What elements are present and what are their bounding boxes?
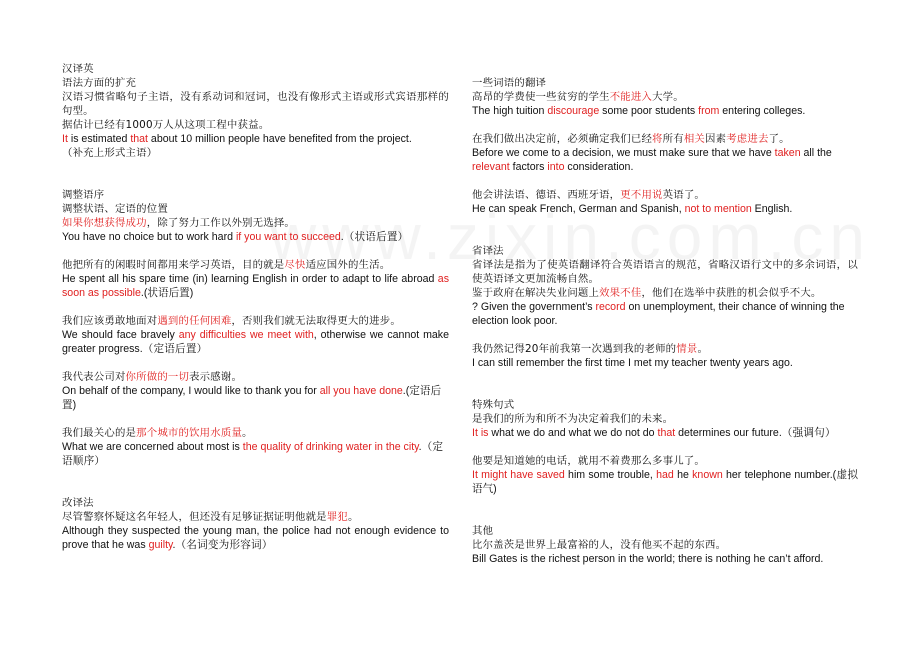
highlight: the quality of drinking water in the city [242, 441, 419, 453]
example-zh [472, 90, 858, 104]
highlight: 你所做的一切 [125, 371, 190, 383]
highlight: any difficulties we meet with [178, 329, 314, 341]
text: entering colleges. [719, 105, 806, 117]
text: is estimated [67, 133, 131, 145]
text: The high tuition [472, 105, 548, 117]
example-en [62, 384, 449, 412]
highlight: 那个城市的饮用水质量 [136, 427, 243, 439]
text: 。 [347, 511, 359, 523]
text: .(定语后置) [62, 385, 442, 411]
text: about 10 million people have benefited from the project. [147, 133, 412, 145]
text: He spent all his spare time (in) learning English in order to adapt to life abroad [62, 273, 438, 285]
text: all the [800, 147, 832, 159]
example-zh: 他要是知道她的电话，就用不着费那么多事儿了。 [472, 455, 705, 467]
example-zh [472, 342, 858, 356]
example-en [62, 524, 449, 552]
text: You have no choice but to work hard [62, 231, 236, 243]
example-zh [62, 258, 449, 272]
text: 他会讲法语、德语、西班牙语， [472, 189, 621, 201]
note: （定语后置） [142, 343, 208, 355]
highlight: discourage [547, 105, 600, 117]
highlight: that [657, 427, 676, 439]
example-en [62, 440, 449, 468]
example-zh [62, 426, 449, 440]
example-en [62, 230, 449, 244]
text: 在我们做出决定前，必须确定我们已经 [472, 133, 653, 145]
text: some poor students [599, 105, 699, 117]
example-zh: 据估计已经有1000万人从这项工程中获益。 [62, 119, 270, 131]
text: 适应国外的生活。 [305, 259, 391, 271]
text: . [172, 539, 176, 551]
text: consideration. [564, 161, 634, 173]
text: 。 [242, 427, 253, 439]
text: 了。 [768, 133, 790, 145]
highlight: known [692, 469, 723, 481]
text: ，除了努力工作以外别无选择。 [146, 217, 296, 229]
text: 大学。 [652, 91, 684, 103]
highlight: 尽快 [284, 259, 306, 271]
highlight: all you have done [319, 385, 403, 397]
example-zh [62, 370, 449, 384]
text: 我代表公司对 [62, 371, 126, 383]
highlight: that [130, 133, 148, 145]
highlight: 如果你想获得成功 [62, 217, 147, 229]
example-zh [62, 510, 449, 524]
text: He can speak French, German and Spanish, [472, 203, 685, 215]
example-en: Bill Gates is the richest person in the world; there is nothing he can’t afford. [472, 553, 824, 565]
doc-title: 汉译英 [62, 63, 94, 75]
text: he [673, 469, 693, 481]
example-en: I can still remember the first time I met my teacher twenty years ago. [472, 357, 793, 369]
highlight: from [698, 105, 720, 117]
omission-description: 省译法是指为了使英语翻译符合英语语言的规范，省略汉语行文中的多余词语，以使英语译文更加流畅自然。 [472, 259, 858, 285]
example-zh: 是我们的所为和所不为决定着我们的未来。 [472, 413, 674, 425]
example-en [472, 146, 858, 174]
text: , otherwise we cannot make greater progress. [62, 329, 449, 355]
text: 所有 [662, 133, 684, 145]
section-heading-omission: 省译法 [472, 245, 504, 257]
example-zh [472, 286, 858, 300]
text: what we do and what we do not do [488, 427, 658, 439]
text: him some trouble, [564, 469, 657, 481]
section-heading-words: 一些词语的翻译 [472, 77, 547, 89]
text: . [340, 231, 344, 243]
example-en [472, 468, 858, 496]
highlight: had [656, 469, 674, 481]
text: What we are concerned about most is [62, 441, 243, 453]
highlight: 考虑进去 [726, 133, 769, 145]
text: factors [509, 161, 548, 173]
highlight: 相关 [683, 133, 706, 145]
section-heading-conversion: 改译法 [62, 497, 94, 509]
text: 鉴于政府在解决失业问题上 [472, 287, 600, 299]
highlight: not to mention [684, 203, 752, 215]
note: （强调句） [781, 427, 836, 439]
example-en [472, 300, 858, 328]
highlight: 将 [652, 133, 663, 145]
grammar-description: 汉语习惯省略句子主语，没有系动词和冠词，也没有像形式主语或形式宾语那样的句型。 [62, 91, 449, 117]
text: On behalf of the company, I would like to thank you for [62, 385, 320, 397]
example-zh [472, 188, 858, 202]
highlight: relevant [472, 161, 510, 173]
text: Although they suspected the young man, the police had not enough evidence to prove that he was [62, 525, 449, 551]
highlight: record [595, 301, 626, 313]
example-note: （补充上形式主语） [62, 147, 158, 159]
highlight: It [62, 133, 68, 145]
note: （状语后置） [343, 231, 409, 243]
highlight: 情景 [676, 343, 698, 355]
highlight: as soon as possible [62, 273, 449, 299]
highlight: 更不用说 [620, 189, 663, 201]
text: 英语了。 [662, 189, 706, 201]
text: 我们最关心的是 [62, 427, 137, 439]
section-subheading: 调整状语、定语的位置 [62, 203, 168, 215]
highlight: 遇到的任何困难 [157, 315, 232, 327]
section-heading-grammar: 语法方面的扩充 [62, 77, 137, 89]
text: ? Given the government’s [472, 301, 596, 313]
example-en [472, 202, 858, 216]
text: on unemployment, their chance of winning the election look poor. [472, 301, 845, 327]
highlight: into [547, 161, 565, 173]
text: 尽管警察怀疑这名年轻人，但还没有足够证据证明他就是 [62, 511, 327, 523]
example-zh [62, 216, 449, 230]
text: 。 [697, 343, 709, 355]
text: 表示感谢。 [189, 371, 243, 383]
example-en [62, 132, 449, 146]
highlight: 罪犯 [326, 511, 348, 523]
text: . [418, 441, 422, 453]
example-en [472, 426, 858, 440]
text: ，他们在选举中获胜的机会似乎不大。 [641, 287, 822, 299]
highlight: 效果不佳 [599, 287, 642, 299]
text: 高昂的学费使一些贫穷的学生 [472, 91, 610, 103]
example-en [62, 328, 449, 356]
highlight: 不能进入 [609, 91, 653, 103]
example-zh [472, 132, 858, 146]
highlight: It might have saved [472, 469, 565, 481]
text: 我仍然记得20年前我第一次遇到我的老师的 [472, 343, 677, 355]
text: English. [751, 203, 793, 215]
text: .(状语后置) [140, 287, 194, 299]
section-heading-special: 特殊句式 [472, 399, 515, 411]
highlight: taken [774, 147, 801, 159]
text: 我们应该勇敢地面对 [62, 315, 158, 327]
text: her telephone number.(虚拟语气) [472, 469, 858, 495]
right-column [472, 76, 858, 566]
text: Before we come to a decision, we must make sure that we have [472, 147, 775, 159]
text: 他把所有的闲暇时间都用来学习英语，目的就是 [62, 259, 285, 271]
highlight: It is [472, 427, 489, 439]
note: （定语顺序） [62, 441, 444, 467]
text: ，否则我们就无法取得更大的进步。 [231, 315, 401, 327]
example-en [472, 104, 858, 118]
text: 因素 [705, 133, 727, 145]
example-zh [62, 314, 449, 328]
section-heading-other: 其他 [472, 525, 494, 537]
highlight: if you want to succeed [235, 231, 341, 243]
note: （名词变为形容词） [175, 539, 273, 551]
text: We should face bravely [62, 329, 179, 341]
text: determines our future. [675, 427, 782, 439]
section-heading-word-order: 调整语序 [62, 189, 105, 201]
left-column [62, 62, 449, 552]
example-zh: 比尔盖茨是世界上最富裕的人，没有他买不起的东西。 [472, 539, 727, 551]
highlight: guilty [148, 539, 173, 551]
example-en [62, 272, 449, 300]
